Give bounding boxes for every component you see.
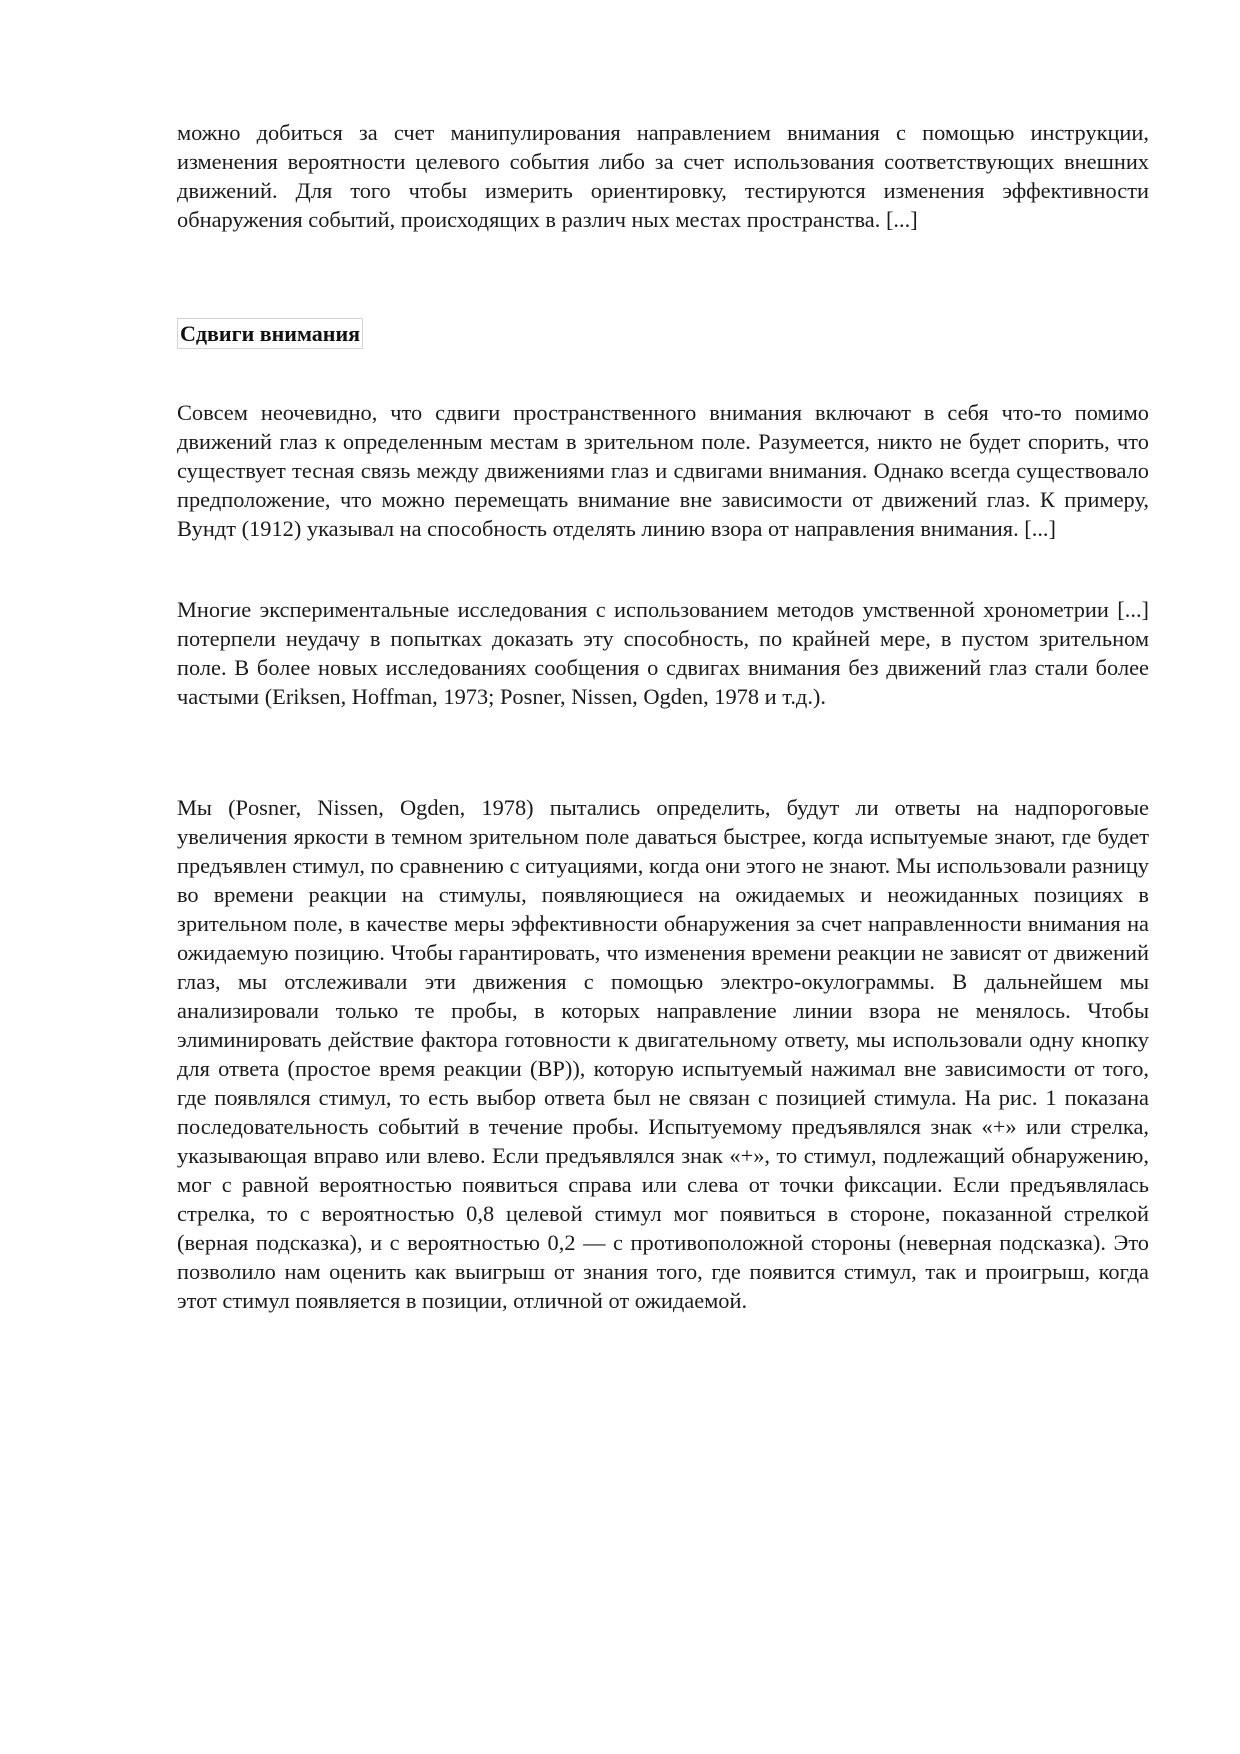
paragraph-3: Мы (Posner, Nissen, Ogden, 1978) пытались определить, будут ли ответы на надпороговые увеличения яркости в темном зрительном поле даваться быстрее, когда испытуемые знают, где будет предъявлен стимул, по сравнению с ситуациями, когда они этого не знают. Мы использовали разницу во времени реакции на стимулы, появляющиеся на ожидаемых и неожиданных позициях в зрительном поле, в качестве меры эффективности обнаружения за счет направленности внимания на ожидаемую позицию. Чтобы гарантировать, что изменения времени реакции не зависят от движений глаз, мы отслеживали эти движения с помощью электро-окулограммы. В дальнейшем мы анализировали только те пробы, в которых направление линии взора не менялось. Чтобы элиминировать действие фактора готовности к двигательному ответу, мы использовали одну кнопку для ответа (простое время реакции (ВР)), которую испытуемый нажимал вне зависимости от того, где появлялся стимул, то есть выбор ответа был не связан с позицией стимула. На рис. 1 показана последовательность событий в течение пробы. Испытуемому предъявлялся знак «+» или стрелка, указывающая вправо или влево. Если предъявлялся знак «+», то стимул, подлежащий обнаружению, мог с равной вероятностью появиться справа или слева от точки фиксации. Если предъявлялась стрелка, то с вероятностью 0,8 целевой стимул мог появиться в стороне, показанной стрелкой (верная подсказка), и с вероятностью 0,2 — с противоположной стороны (неверная подсказка). Это позволило нам оценить как выигрыш от знания того, где появится стимул, так и проигрыш, когда этот стимул появляется в позиции, отличной от ожидаемой.: [177, 795, 1149, 1313]
paragraph-2: Многие экспериментальные исследования с использованием методов умственной хронометрии [...] потерпели неудачу в попытках доказать эту способность, по крайней мере, в пустом зрительном поле. В более новых исследованиях сообщения о сдвигах внимания без движений глаз стали более частыми (Eriksen, Hoffman, 1973; Posner, Nissen, Ogden, 1978 и т.д.).: [177, 597, 1149, 709]
section-heading: Сдвиги внимания: [177, 318, 363, 349]
paragraph-1: Совсем неочевидно, что сдвиги пространственного внимания включают в себя что-то помимо движений глаз к определенным местам в зрительном поле. Разумеется, никто не будет спорить, что существует тесная связь между движениями глаз и сдвигами внимания. Однако всегда существовало предположение, что можно перемещать внимание вне зависимости от движений глаз. К примеру, Вундт (1912) указывал на способность отделять линию взора от направления внимания. [...]: [177, 400, 1149, 541]
paragraph-intro: можно добиться за счет манипулирования направлением внимания с помощью инструкции, изменения вероятности целевого события либо за счет использования соответствующих внешних движений. Для того чтобы измерить ориентировку, тестируются изменения эффективности обнаружения событий, происходящих в различ ных местах пространства. [...]: [177, 120, 1149, 232]
